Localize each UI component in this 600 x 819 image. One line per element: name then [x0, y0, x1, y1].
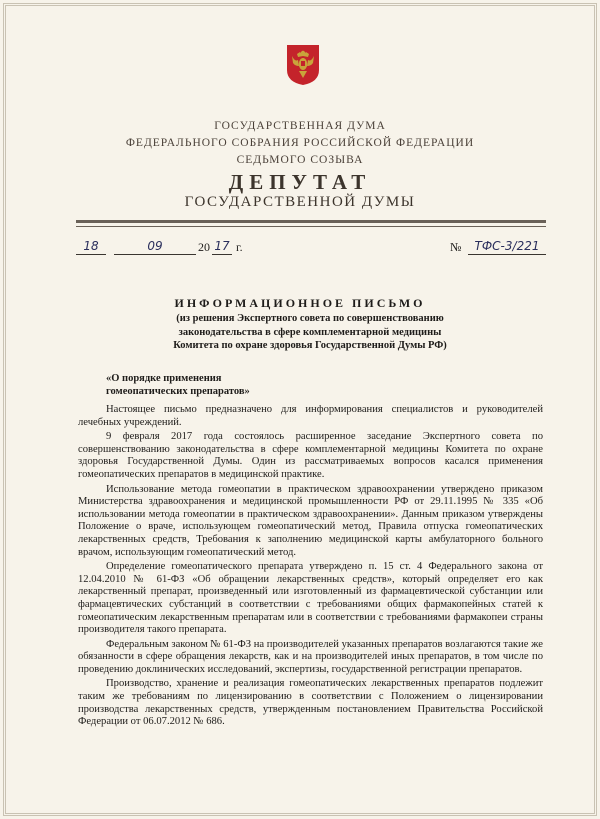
subtitle-line: законодательства в сфере комплементарной медицины [178, 326, 442, 338]
letter-title: ИНФОРМАЦИОННОЕ ПИСЬМО [174, 296, 426, 310]
date-year-abbrev: г. [236, 240, 243, 254]
outgoing-number: ТФС-3/221 [468, 238, 546, 255]
body-paragraph: Федеральным законом № 61-ФЗ на производителей указанных препаратов возлагаются такие же обязанности в сфере обращения лекарств, как и на производителей иных препаратов, в том числе по проведению доклинических исследований, экспертизы, государственной регистрации препаратов. [78, 638, 543, 675]
header-rule-thin [76, 226, 546, 227]
body-paragraph: Использование метода гомеопатии в практическом здравоохранении утверждено приказом Министерства здравоохранения и медицинской промышленности РФ от 29.11.1995 № 335 «Об использовании метода гомеопатии в практическом здравоохранении». Данным приказом утверждены Положение о враче, использующем гомеопатический метод, Правила отпуска гомеопатических лекарственных средств, Требования к заполнению медицинской карты амбулаторного больного врачом, использующим гомеопатический метод. [78, 483, 543, 558]
issuer-header [0, 118, 600, 169]
date-number-row [76, 238, 546, 258]
subtitle-line: (из решения Экспертного совета по совершенствованию [176, 313, 444, 324]
body-paragraph: 9 февраля 2017 года состоялось расширенное заседание Экспертного совета по совершенствованию законодательства в сфере комплементарной медицины Комитета по охране здоровья Государственной Думы. Один из рассматриваемых вопросов касался применения гомеопатических препаратов в медицинской практике. [78, 431, 543, 480]
subtitle-line: Комитета по охране здоровья Государственной Думы РФ) [173, 340, 447, 351]
header-line-federal-assembly: ФЕДЕРАЛЬНОГО СОБРАНИЯ РОССИЙСКОЙ ФЕДЕРАЦИИ [125, 137, 475, 149]
date-month: 09 [114, 238, 196, 255]
date-year-prefix: 20 [198, 240, 210, 254]
coat-of-arms-icon [286, 44, 320, 86]
number-label: № [450, 240, 462, 254]
letter-subtitle [120, 312, 500, 353]
body-paragraph: Производство, хранение и реализация гомеопатических лекарственных препаратов подлежит таким же требованиям по лицензированию в соответствии с Положением о лицензировании производства лекарственных средств, утвержденным постановлением Правительства Российской Федерации от 06.07.2012 № 686. [78, 678, 543, 728]
subject-line: гомеопатических препаратов» [106, 386, 250, 397]
state-duma-title: ГОСУДАРСТВЕННОЙ ДУМЫ [184, 194, 416, 210]
header-line-convocation: СЕДЬМОГО СОЗЫВА [236, 154, 364, 166]
deputy-title: ДЕПУТАТ [228, 170, 372, 194]
body-paragraph: Определение гомеопатического препарата утверждено п. 15 ст. 4 Федерального закона от 12.04.2010 № 61-ФЗ «Об обращении лекарственных средств», который определяет его как лекарственный препарат, произведенный или изготовленный из фармацевтической субстанции или фармацевтических субстанций в соответствии с требованиями общих фармакопейных статей к гомеопатическим лекарственным препаратам или в соответствии с требованиями фармакопеи страны производителя такого препарата. [78, 561, 543, 636]
header-rule-thick [76, 220, 546, 223]
date-day: 18 [76, 238, 106, 255]
date-year-suffix: 17 [212, 238, 232, 255]
header-line-duma: ГОСУДАРСТВЕННАЯ ДУМА [214, 120, 386, 132]
body-paragraph: Настоящее письмо предназначено для информирования специалистов и руководителей лечебных учреждений. [78, 404, 543, 428]
letter-body [78, 404, 543, 731]
letter-subject [106, 372, 306, 398]
subject-line: «О порядке применения [106, 373, 222, 384]
